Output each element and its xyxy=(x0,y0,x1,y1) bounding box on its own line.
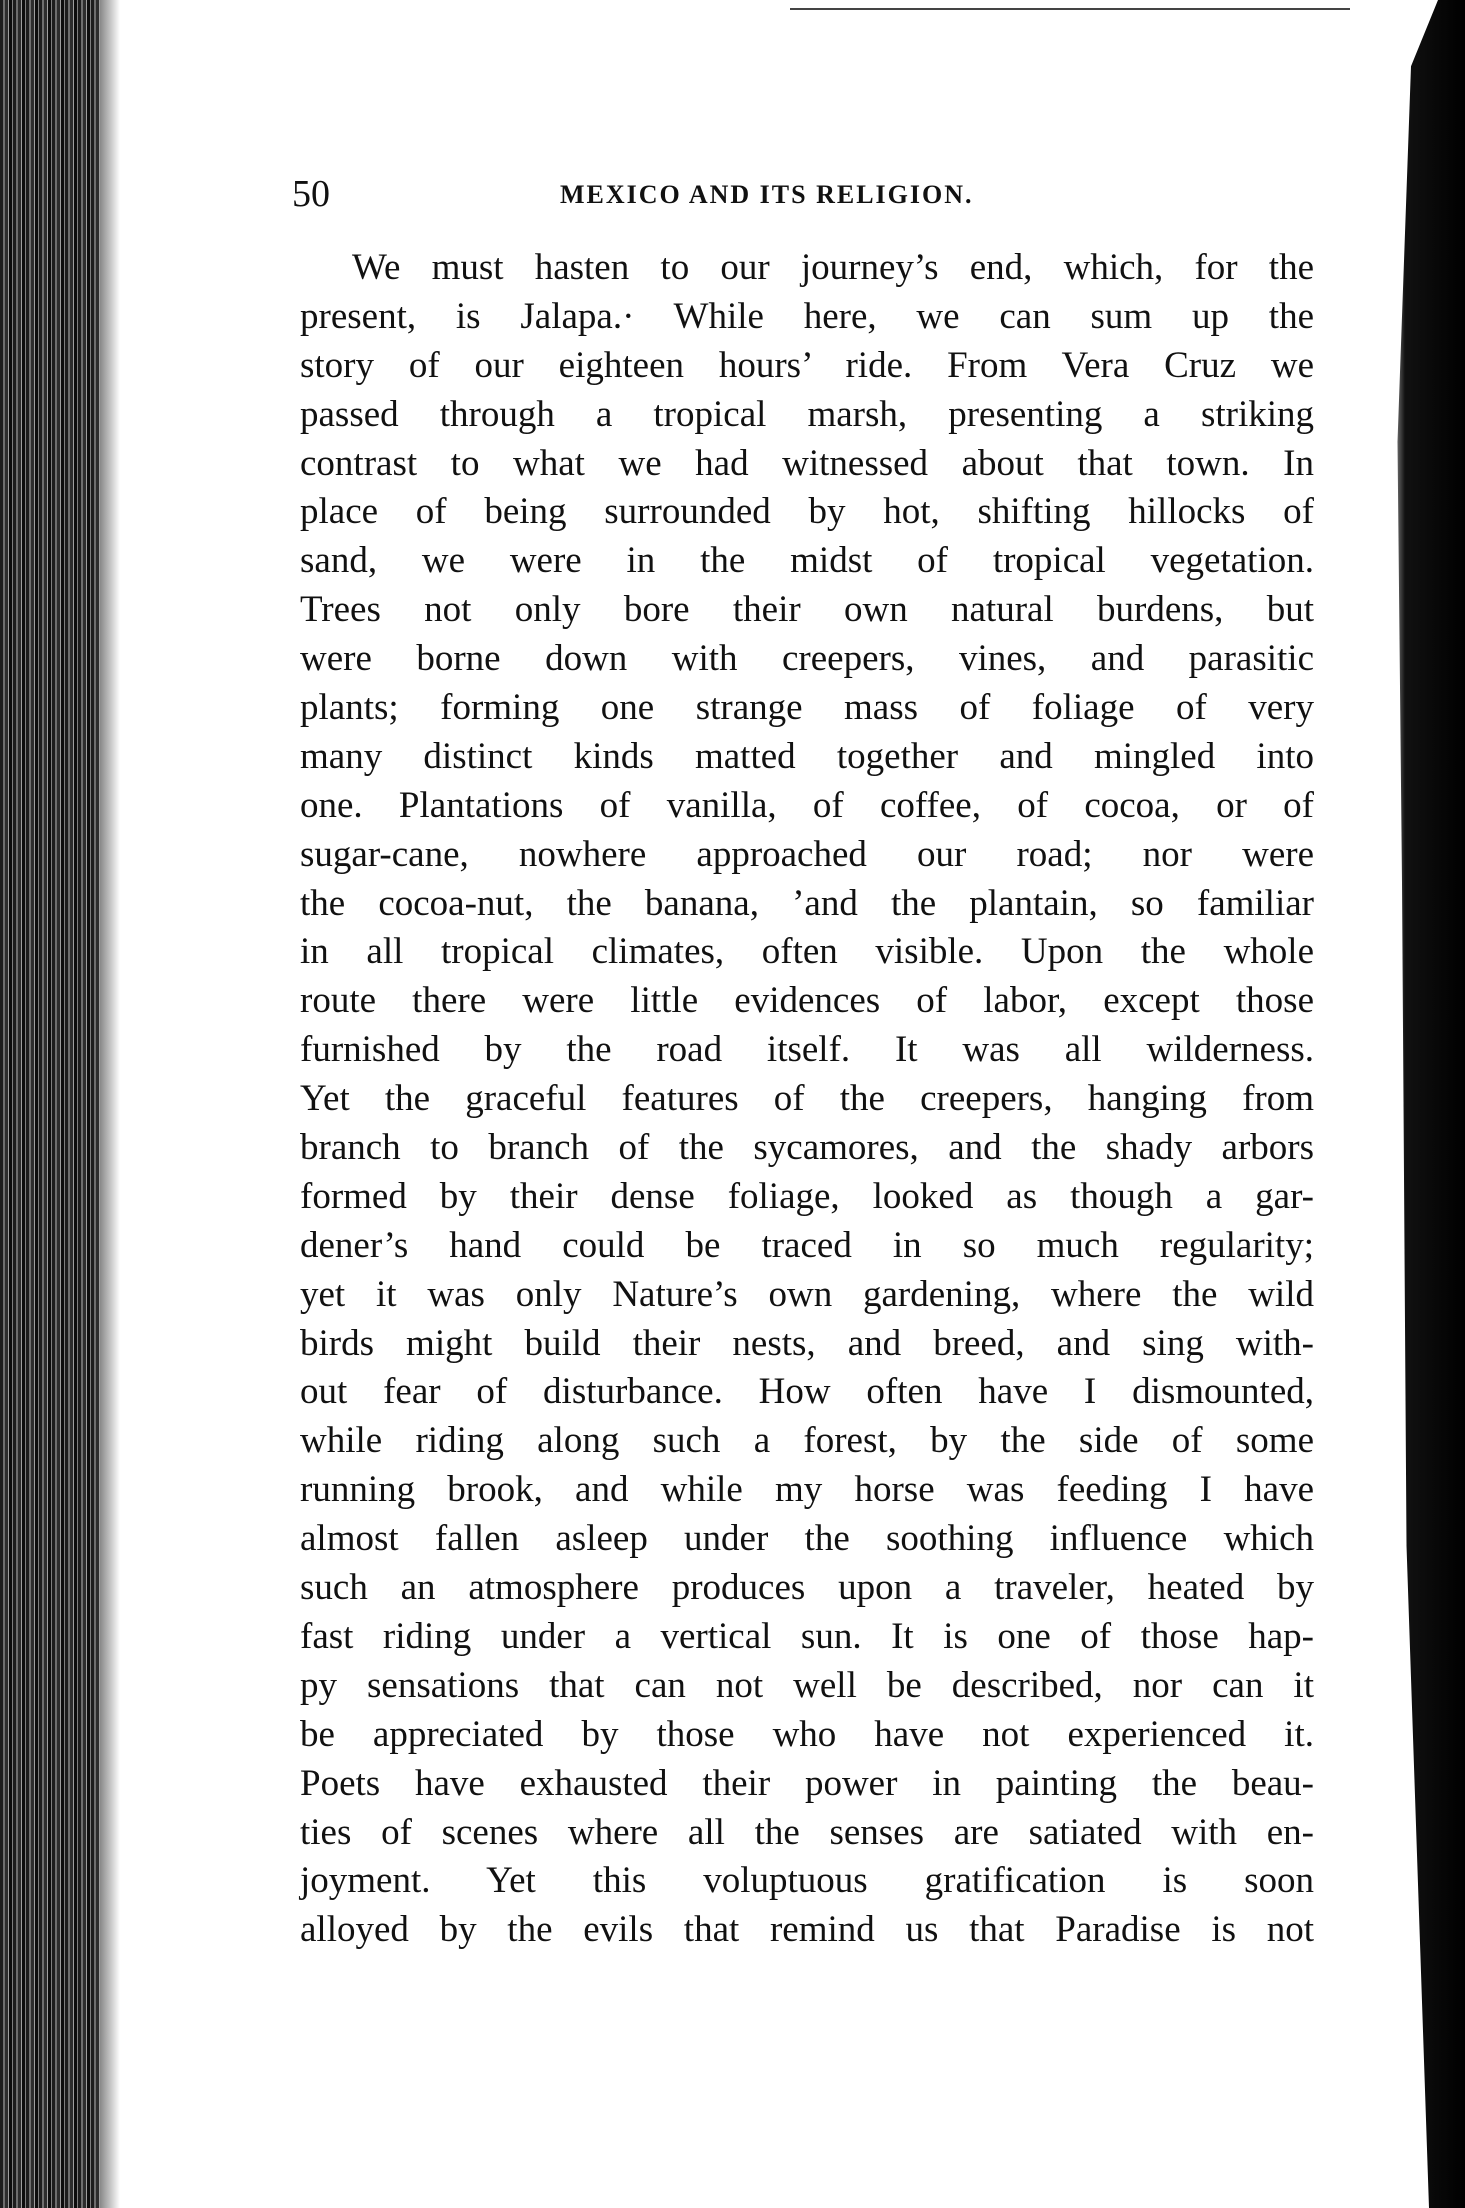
text-line: ties of scenes where all the senses are satiated with en- xyxy=(300,1811,1314,1853)
top-rule xyxy=(790,8,1350,10)
text-line: route there were little evidences of labor, except those xyxy=(300,980,1314,1022)
text-line: formed by their dense foliage, looked as though a gar- xyxy=(300,1175,1314,1217)
book-binding-shadow xyxy=(0,0,112,2208)
text-line: passed through a tropical marsh, presenting a striking xyxy=(300,393,1314,435)
text-line: place of being surrounded by hot, shifting hillocks of xyxy=(300,491,1314,533)
text-line: Poets have exhausted their power in painting the beau- xyxy=(300,1762,1314,1804)
text-line: be appreciated by those who have not experienced it. xyxy=(300,1713,1314,1755)
page-header xyxy=(292,172,1322,215)
page-edge-shadow xyxy=(1375,0,1465,2208)
text-line: running brook, and while my horse was feeding I have xyxy=(300,1469,1314,1511)
text-line: branch to branch of the sycamores, and the shady arbors xyxy=(300,1127,1314,1169)
text-line: dener’s hand could be traced in so much regularity; xyxy=(300,1224,1314,1266)
text-line: plants; forming one strange mass of foliage of very xyxy=(300,687,1314,729)
text-line: joyment. Yet this voluptuous gratification is soon xyxy=(300,1860,1314,1902)
text-line: were borne down with creepers, vines, and parasitic xyxy=(300,638,1314,680)
text-line: yet it was only Nature’s own gardening, where the wild xyxy=(300,1273,1314,1315)
page-number: 50 xyxy=(292,173,330,215)
text-line: Trees not only bore their own natural burdens, but xyxy=(300,589,1314,631)
text-line: present, is Jalapa.· While here, we can sum up the xyxy=(300,295,1314,337)
running-head: MEXICO AND ITS RELIGION. xyxy=(560,180,974,209)
text-line: We must hasten to our journey’s end, which, for the xyxy=(352,247,1314,288)
text-line: fast riding under a vertical sun. It is one of those hap- xyxy=(300,1615,1314,1657)
text-line: sugar-cane, nowhere approached our road; nor were xyxy=(300,833,1314,875)
text-line: one. Plantations of vanilla, of coffee, of cocoa, or of xyxy=(300,784,1314,826)
text-line: birds might build their nests, and breed, and sing with- xyxy=(300,1322,1314,1364)
text-line: alloyed by the evils that remind us that Paradise is not xyxy=(300,1909,1314,1951)
text-line: while riding along such a forest, by the side of some xyxy=(300,1420,1314,1462)
text-line: almost fallen asleep under the soothing influence which xyxy=(300,1518,1314,1560)
text-line: Yet the graceful features of the creepers, hanging from xyxy=(300,1078,1314,1120)
text-line: out fear of disturbance. How often have I dismounted, xyxy=(300,1371,1314,1413)
text-line: in all tropical climates, often visible. Upon the whole xyxy=(300,931,1314,973)
body-text xyxy=(300,244,1314,1955)
text-line: many distinct kinds matted together and mingled into xyxy=(300,735,1314,777)
text-line: the cocoa-nut, the banana, ’and the plantain, so familiar xyxy=(300,882,1314,924)
binding-gutter xyxy=(100,0,120,2208)
text-line: py sensations that can not well be described, nor can it xyxy=(300,1664,1314,1706)
text-line: furnished by the road itself. It was all wilderness. xyxy=(300,1029,1314,1071)
text-line: sand, we were in the midst of tropical vegetation. xyxy=(300,540,1314,582)
text-line: story of our eighteen hours’ ride. From Vera Cruz we xyxy=(300,344,1314,386)
text-line: such an atmosphere produces upon a traveler, heated by xyxy=(300,1567,1314,1609)
text-line: contrast to what we had witnessed about that town. In xyxy=(300,442,1314,484)
